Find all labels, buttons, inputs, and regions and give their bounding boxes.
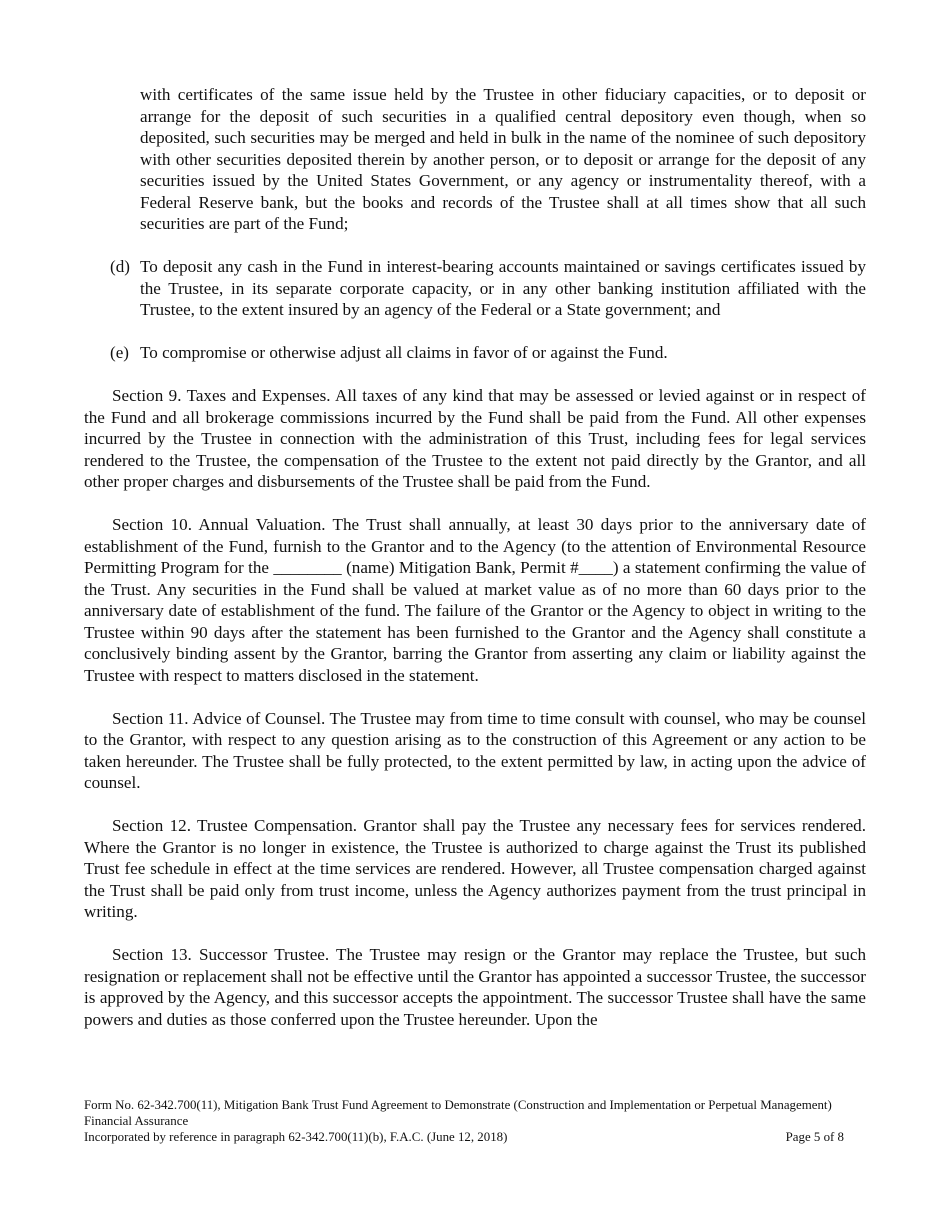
list-item-d [110, 256, 866, 321]
continuation-paragraph: with certificates of the same issue held by the Trustee in other fiduciary capacities, or to deposit or arrange for the deposit of such securities in a qualified central depository even though, when so deposited, such securities may be merged and held in bulk in the name of the nominee of such depository with other securities deposited therein by another person, or to deposit or arrange for the deposit of any securities issued by the United States Government, or any agency or instrumentality thereof, with a Federal Reserve bank, but the books and records of the Trustee shall at all times show that all such securities are part of the Fund; [140, 85, 866, 233]
list-item-text: To compromise or otherwise adjust all claims in favor of or against the Fund. [140, 343, 668, 362]
section-9-paragraph: Section 9. Taxes and Expenses. All taxes of any kind that may be assessed or levied against or in respect of the Fund and all brokerage commissions incurred by the Fund shall be paid from the Fund. All other expenses incurred by the Trustee in connection with the administration of this Trust, including fees for legal services rendered to the Trustee, the compensation of the Trustee to the extent not paid directly by the Grantor, and all other proper charges and disbursements of the Trustee shall be paid from the Fund. [84, 386, 866, 491]
page-footer [84, 1097, 844, 1145]
list-marker: (d) [110, 257, 130, 276]
footer-form-line: Form No. 62-342.700(11), Mitigation Bank Trust Fund Agreement to Demonstrate (Construction and Implementation or Perpetual Management) Financial Assurance [84, 1098, 832, 1128]
document-body [84, 84, 866, 1052]
section-13-paragraph: Section 13. Successor Trustee. The Trustee may resign or the Grantor may replace the Trustee, but such resignation or replacement shall not be effective until the Grantor has appointed a successor Trustee, the successor is approved by the Agency, and this successor accepts the appointment. The successor Trustee shall have the same powers and duties as those conferred upon the Trustee hereunder. Upon the [84, 945, 866, 1029]
page-number: Page 5 of 8 [785, 1130, 844, 1144]
list-marker: (e) [110, 343, 129, 362]
list-item-e [110, 342, 866, 364]
list-item-text: To deposit any cash in the Fund in interest-bearing accounts maintained or savings certificates issued by the Trustee, in its separate corporate capacity, or in any other banking institution affiliated with the Trustee, to the extent insured by an agency of the Federal or a State government; and [140, 257, 866, 319]
section-10-paragraph: Section 10. Annual Valuation. The Trust shall annually, at least 30 days prior to the anniversary date of establishment of the Fund, furnish to the Grantor and to the Agency (to the attention of Environmental Resource Permitting Program for the ________ (name) Mitigation Bank, Permit #____) a statement confirming the value of the Trust. Any securities in the Fund shall be valued at market value as of no more than 60 days prior to the anniversary date of establishment of the fund. The failure of the Grantor or the Agency to object in writing to the Trustee within 90 days after the statement has been furnished to the Grantor and the Agency shall constitute a conclusively binding assent by the Grantor, barring the Grantor from asserting any claim or liability against the Trustee with respect to matters disclosed in the statement. [84, 515, 866, 685]
section-12-paragraph: Section 12. Trustee Compensation. Grantor shall pay the Trustee any necessary fees for services rendered. Where the Grantor is no longer in existence, the Trustee is authorized to charge against the Trust its published Trust fee schedule in effect at the time services are rendered. However, all Trustee compensation charged against the Trust shall be paid only from trust income, unless the Agency authorizes payment from the trust principal in writing. [84, 816, 866, 921]
footer-incorporated-line: Incorporated by reference in paragraph 62-342.700(11)(b), F.A.C. (June 12, 2018) [84, 1130, 508, 1144]
footer-row [84, 1129, 844, 1145]
section-11-paragraph: Section 11. Advice of Counsel. The Trustee may from time to time consult with counsel, who may be counsel to the Grantor, with respect to any question arising as to the construction of this Agreement or any action to be taken hereunder. The Trustee shall be fully protected, to the extent permitted by law, in acting upon the advice of counsel. [84, 708, 866, 792]
